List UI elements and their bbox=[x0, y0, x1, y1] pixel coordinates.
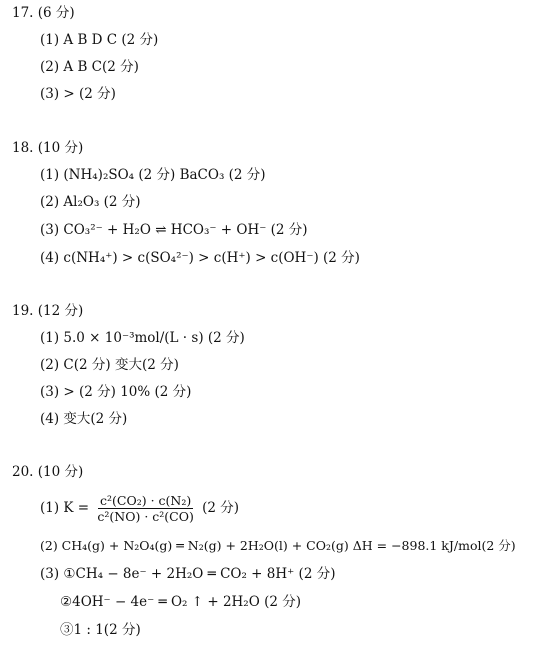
fraction-numerator: c²(CO₂) · c(N₂) bbox=[100, 493, 192, 508]
q20-item-2: (2) CH₄(g) + N₂O₄(g) ═ N₂(g) + 2H₂O(l) + CO₂(g) ΔH = −898.1 kJ/mol(2 分) bbox=[40, 538, 516, 553]
equilibrium-constant-fraction bbox=[95, 493, 195, 524]
q17-item-3: (3) > (2 分) bbox=[40, 86, 116, 102]
q19-header: 19. (12 分) bbox=[12, 303, 84, 319]
q19-item-1: (1) 5.0 × 10⁻³mol/(L · s) (2 分) bbox=[40, 330, 245, 346]
q20-item-3-part-3: ③1 : 1(2 分) bbox=[60, 622, 141, 638]
q18-item-3: (3) CO₃²⁻ + H₂O ⇌ HCO₃⁻ + OH⁻ (2 分) bbox=[40, 222, 308, 238]
q20-item-1 bbox=[40, 488, 239, 528]
q20-item-1-prefix: (1) K = bbox=[40, 500, 90, 516]
q17-item-2: (2) A B C(2 分) bbox=[40, 59, 139, 75]
q18-item-4: (4) c(NH₄⁺) > c(SO₄²⁻) > c(H⁺) > c(OH⁻) (2 分) bbox=[40, 250, 360, 266]
q17-item-1: (1) A B D C (2 分) bbox=[40, 32, 159, 48]
q18-item-2: (2) Al₂O₃ (2 分) bbox=[40, 194, 141, 210]
fraction-denominator: c²(NO) · c²(CO) bbox=[97, 509, 194, 524]
q20-header: 20. (10 分) bbox=[12, 464, 84, 480]
q19-item-2: (2) C(2 分) 变大(2 分) bbox=[40, 357, 179, 373]
q20-item-3: (3) ①CH₄ − 8e⁻ + 2H₂O ═ CO₂ + 8H⁺ (2 分) bbox=[40, 566, 336, 582]
q20-item-1-suffix: (2 分) bbox=[202, 500, 240, 516]
q20-item-3-part-2: ②4OH⁻ − 4e⁻ ═ O₂ ↑ + 2H₂O (2 分) bbox=[60, 594, 301, 610]
q18-item-1: (1) (NH₄)₂SO₄ (2 分) BaCO₃ (2 分) bbox=[40, 167, 266, 183]
q17-header: 17. (6 分) bbox=[12, 5, 75, 21]
q18-header: 18. (10 分) bbox=[12, 140, 84, 156]
q19-item-3: (3) > (2 分) 10% (2 分) bbox=[40, 384, 192, 400]
q19-item-4: (4) 变大(2 分) bbox=[40, 411, 128, 427]
